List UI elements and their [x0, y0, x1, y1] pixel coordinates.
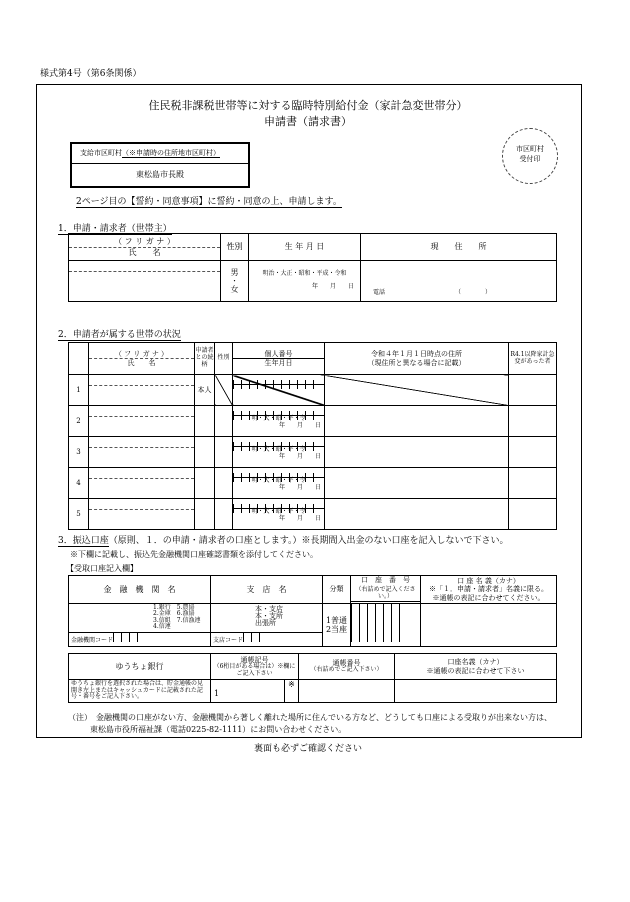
mynumber-dob-field[interactable]	[233, 406, 325, 437]
back-side-note: 裏面も必ずご確認ください	[253, 744, 362, 754]
type-current[interactable]: 2当座	[325, 625, 348, 635]
account-number-note: （右詰めで記入ください。）	[351, 587, 420, 602]
account-number-field[interactable]	[351, 604, 421, 647]
section2-heading: 2．申請者が属する世帯の状況	[58, 327, 181, 341]
era-options: 明・大・昭・平・令	[251, 477, 306, 484]
bank-code-label: 金融機関コード	[69, 632, 210, 645]
stamp-line1: 市区町村	[516, 145, 544, 153]
account-holder-field[interactable]	[421, 604, 557, 647]
household-sex-label: 性別	[215, 343, 233, 375]
jan-address-label: 令和４年１月１日時点の住所	[371, 350, 462, 359]
ymd-label: 年 月 日	[278, 452, 321, 460]
sex-field[interactable]	[215, 437, 233, 468]
relation-field[interactable]	[195, 406, 215, 437]
mynumber-field[interactable]	[233, 375, 325, 406]
stamp-line2: 受付印	[519, 155, 541, 163]
sex-options[interactable]	[221, 261, 249, 302]
era-options: 明・大・昭・平・令	[251, 508, 306, 515]
mark-prefix: 1	[214, 688, 220, 698]
account-box-label: 【受取口座記入欄】	[66, 564, 138, 573]
type-ordinary[interactable]: 1普通	[325, 616, 348, 625]
pledge-text: 2ページ目の【誓約・同意事項】に誓約・同意の上、申請します。	[76, 194, 342, 208]
jan-address-field[interactable]	[325, 468, 509, 499]
address-label: 現 住 所	[361, 234, 557, 261]
yucho-table	[68, 653, 557, 703]
account-holder-label: 口 座 名 義（カナ）	[457, 577, 520, 586]
applicant-furigana-field[interactable]	[69, 261, 220, 272]
footer-note-2: 東松島市役所福祉課（電話0225-82-1111）にお問い合わせください。	[90, 725, 347, 734]
yucho-holder-field[interactable]	[395, 680, 557, 703]
member-name-field[interactable]	[89, 406, 195, 437]
household-dob-label: 生年月日	[264, 359, 293, 367]
hardship-field[interactable]	[509, 406, 557, 437]
account-number-label: 口 座 番 号	[361, 576, 410, 585]
sex-field[interactable]	[215, 406, 233, 437]
bank-type-options: 1.銀行 5.農協 2.金庫 6.漁協 3.信組 7.信漁連 4.信連	[153, 604, 201, 631]
yucho-instructions: ゆうちょ銀行を選択された場合は、貯金通帳の見開き左上またはキャッシュカードに記載された記号・番号をご記入下さい。	[69, 680, 211, 703]
account-type-label: 分類	[323, 576, 351, 604]
relation-label: 申請者との続柄	[195, 343, 215, 375]
household-name-label: 氏 名	[127, 359, 156, 367]
yucho-label: ゆうちょ銀行	[69, 654, 211, 680]
ymd-label: 年 月 日	[278, 421, 321, 429]
passbook-number-label: 通帳番号	[332, 659, 361, 668]
era-options: 明・大・昭・平・令	[251, 415, 306, 422]
hardship-field[interactable]	[509, 499, 557, 530]
passbook-mark-label: 通帳記号	[240, 655, 269, 664]
footer-note-1: （注） 金融機関の口座がない方、金融機関から著しく離れた場所に住んでいる方など、どうしても口座による受取りが出来ない方は、	[68, 713, 552, 722]
yucho-holder-label: 口座名義（カナ）	[447, 658, 504, 667]
passbook-number-note: （右詰めでご記入下さい）	[310, 666, 383, 674]
recipient-name: 東松島市長殿	[136, 170, 184, 179]
jan-address-field[interactable]	[325, 406, 509, 437]
hardship-field[interactable]	[509, 375, 557, 406]
name-header-cell	[69, 234, 221, 261]
reception-stamp	[502, 128, 558, 184]
row-number: 4	[69, 468, 89, 499]
branch-code-label: 支店コード	[211, 632, 322, 645]
attach-note: ※下欄に記載し、振込先金融機関口座確認書類を添付してください。	[70, 550, 318, 559]
jan-address-field[interactable]	[325, 499, 509, 530]
applicant-dob-field[interactable]	[249, 261, 361, 302]
mynumber-dob-field[interactable]	[233, 468, 325, 499]
relation-field[interactable]	[195, 437, 215, 468]
table-row	[69, 499, 557, 530]
household-furigana-label: （ フ リ ガ ナ ）	[89, 350, 194, 359]
applicant-address-field[interactable]	[361, 261, 557, 302]
bank-name-label: 金 融 機 関 名	[69, 576, 211, 604]
sex-field[interactable]	[215, 499, 233, 530]
member-name-field[interactable]	[89, 437, 195, 468]
relation-field[interactable]	[195, 499, 215, 530]
asterisk-box[interactable]: ※	[285, 680, 299, 703]
member-name-field[interactable]	[89, 499, 195, 530]
passbook-number-field[interactable]	[299, 680, 395, 703]
row-number: 2	[69, 406, 89, 437]
phone-line: 電話 （ ）	[373, 289, 492, 297]
section1-heading: 1．申請・請求者（世帯主）	[58, 221, 172, 235]
ymd-label: 年 月 日	[278, 514, 321, 522]
row-number: 5	[69, 499, 89, 530]
branch-label: 支 店 名	[211, 576, 323, 604]
form-title: 住民税非課税世帯等に対する臨時特別給付金（家計急変世帯分）	[148, 99, 468, 112]
hardship-field[interactable]	[509, 437, 557, 468]
table-row	[69, 406, 557, 437]
form-number: 様式第4号（第6条関係）	[40, 69, 142, 79]
furigana-label: （ フ リ ガ ナ ）	[69, 237, 220, 247]
passbook-mark-field[interactable]	[211, 680, 285, 703]
sex-label: 性別	[221, 234, 249, 261]
passbook-mark-note: （6桁目がある場合は）※欄にご記入下さい	[213, 662, 296, 677]
table-row	[69, 468, 557, 499]
mynumber-dob-field[interactable]	[233, 437, 325, 468]
mynumber-label: 個人番号	[233, 350, 324, 359]
mynumber-dob-field[interactable]	[233, 499, 325, 530]
ymd-label: 年 月 日	[278, 483, 321, 491]
account-type-options[interactable]	[323, 604, 351, 647]
holder-note-1: ※「１．申請・請求者」名義に限る。	[429, 585, 548, 594]
relation-field[interactable]	[195, 468, 215, 499]
table-row	[69, 437, 557, 468]
sex-field[interactable]	[215, 468, 233, 499]
recipient-label: 支給市区町村（※申請時の住所地市区町村）	[72, 144, 248, 164]
dob-label: 生 年 月 日	[249, 234, 361, 261]
male-option[interactable]: 男	[230, 267, 239, 277]
yucho-holder-note: ※通帳の表記に合わせて下さい	[426, 666, 525, 675]
jan-address-field[interactable]	[325, 437, 509, 468]
name-label: 氏 名	[128, 247, 161, 257]
ymd-label: 年 月 日	[311, 283, 354, 290]
applicant-name-field[interactable]	[69, 261, 221, 302]
bank-account-table	[68, 575, 557, 647]
branch-type-options: 本・支店 本・支所 出張所	[255, 604, 283, 628]
jan-address-note: （現住所と異なる場合に記載）	[367, 358, 466, 367]
era-options: 明・大・昭・平・令	[251, 446, 306, 453]
form-subtitle: 申請書（請求書）	[264, 115, 352, 128]
hardship-label: R4.1以降家計急変があった者	[509, 343, 557, 375]
recipient-box	[70, 142, 250, 188]
row-number: 3	[69, 437, 89, 468]
bank-name-field[interactable]	[69, 604, 211, 647]
branch-field[interactable]	[211, 604, 323, 647]
section3-heading: 3．振込口座（原則、１．の申請・請求者の口座とします。）※長期間入出金のない口座を記入しないで下さい。	[58, 536, 509, 546]
member-name-field[interactable]	[89, 468, 195, 499]
household-table	[68, 342, 557, 530]
applicant-table	[68, 233, 557, 302]
female-option[interactable]: 女	[230, 285, 239, 295]
era-options: 明治・大正・昭和・平成・令和	[262, 270, 347, 278]
row-number: 1	[69, 375, 89, 406]
holder-note-2: ※通帳の表記に合わせてください。	[432, 593, 545, 602]
self-relation: 本人	[195, 375, 215, 406]
table-row	[69, 375, 557, 406]
member-name-field[interactable]	[89, 375, 195, 406]
sex-separator: ・	[231, 276, 238, 285]
hardship-field[interactable]	[509, 468, 557, 499]
